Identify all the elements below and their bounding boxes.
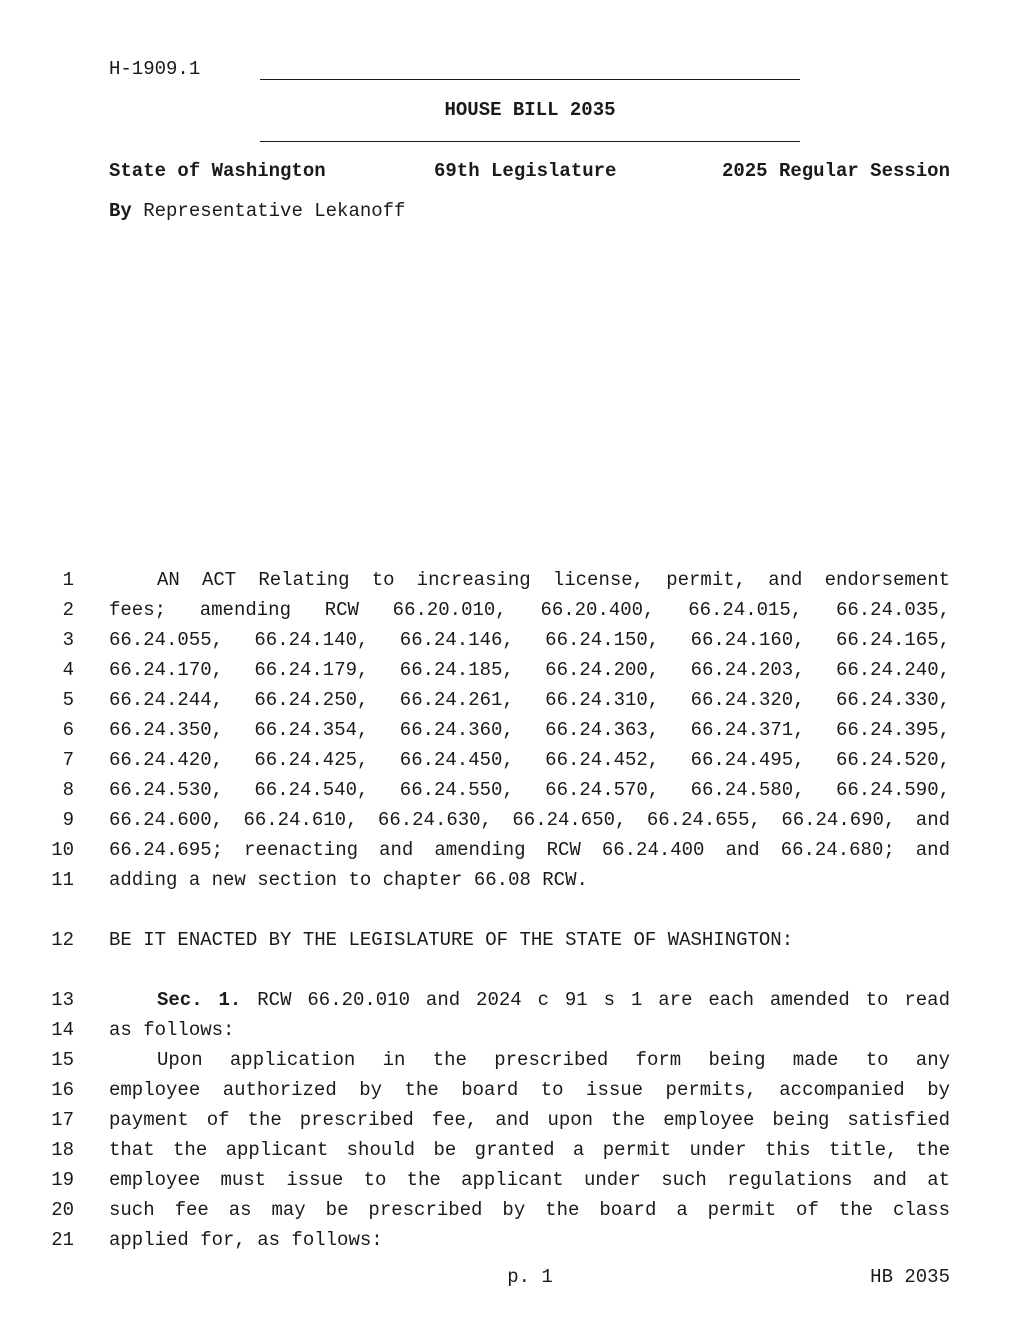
section-line: such fee as may be prescribed by the board a permit of the class [109, 1199, 950, 1221]
section-line: that the applicant should be granted a permit under this title, the [109, 1139, 950, 1161]
section-line: Upon application in the prescribed form being made to any [157, 1049, 950, 1071]
line-number: 15 [51, 1049, 74, 1071]
act-line: 66.24.695; reenacting and amending RCW 66.24.400 and 66.24.680; and [109, 839, 950, 861]
line-number: 13 [51, 989, 74, 1011]
title-rule-bottom [260, 141, 800, 142]
sponsor-by-label: By [109, 200, 132, 222]
line-number: 17 [51, 1109, 74, 1131]
session-name: 2025 Regular Session [721, 160, 950, 182]
line-number: 3 [62, 629, 74, 651]
act-line: 66.24.600, 66.24.610, 66.24.630, 66.24.650, 66.24.655, 66.24.690, and [109, 809, 950, 831]
line-number: 18 [51, 1139, 74, 1161]
line-number: 19 [51, 1169, 74, 1191]
line-number: 16 [51, 1079, 74, 1101]
line-number: 11 [51, 869, 74, 891]
act-line: 66.24.055, 66.24.140, 66.24.146, 66.24.150, 66.24.160, 66.24.165, [109, 629, 950, 651]
session-state: State of Washington [109, 160, 326, 182]
enacting-clause: BE IT ENACTED BY THE LEGISLATURE OF THE STATE OF WASHINGTON: [109, 929, 794, 951]
line-number: 1 [62, 569, 74, 591]
act-line: fees; amending RCW 66.20.010, 66.20.400, 66.24.015, 66.24.035, [109, 599, 950, 621]
line-number: 5 [62, 689, 74, 711]
section-heading-text: RCW 66.20.010 and 2024 c 91 s 1 are each amended to read [257, 989, 950, 1011]
section-heading-line [109, 989, 950, 1011]
section-line: employee must issue to the applicant under such regulations and at [109, 1169, 950, 1191]
sponsor-name: Representative Lekanoff [143, 200, 406, 222]
section-line: payment of the prescribed fee, and upon the employee being satisfied [109, 1109, 950, 1131]
section-line: applied for, as follows: [109, 1229, 383, 1251]
section-label: Sec. 1. [157, 989, 242, 1011]
line-number: 4 [62, 659, 74, 681]
act-line: 66.24.530, 66.24.540, 66.24.550, 66.24.570, 66.24.580, 66.24.590, [109, 779, 950, 801]
document-id: H-1909.1 [109, 58, 201, 80]
line-number: 10 [51, 839, 74, 861]
line-number: 8 [62, 779, 74, 801]
act-line: adding a new section to chapter 66.08 RCW. [109, 869, 588, 891]
title-rule-top [260, 79, 800, 80]
section-line: employee authorized by the board to issue permits, accompanied by [109, 1079, 950, 1101]
bill-title: HOUSE BILL 2035 [444, 99, 616, 121]
session-legislature: 69th Legislature [434, 160, 617, 182]
page-number: p. 1 [507, 1266, 553, 1288]
act-line: AN ACT Relating to increasing license, permit, and endorsement [157, 569, 950, 591]
act-line: 66.24.244, 66.24.250, 66.24.261, 66.24.310, 66.24.320, 66.24.330, [109, 689, 950, 711]
line-number: 12 [51, 929, 74, 951]
line-number: 9 [62, 809, 74, 831]
act-line: 66.24.170, 66.24.179, 66.24.185, 66.24.200, 66.24.203, 66.24.240, [109, 659, 950, 681]
act-line: 66.24.350, 66.24.354, 66.24.360, 66.24.363, 66.24.371, 66.24.395, [109, 719, 950, 741]
line-number: 14 [51, 1019, 74, 1041]
line-number: 2 [62, 599, 74, 621]
line-number: 7 [62, 749, 74, 771]
line-number: 21 [51, 1229, 74, 1251]
footer-bill-ref: HB 2035 [870, 1266, 950, 1288]
section-line: as follows: [109, 1019, 235, 1041]
act-line: 66.24.420, 66.24.425, 66.24.450, 66.24.452, 66.24.495, 66.24.520, [109, 749, 950, 771]
sponsor-line [109, 200, 405, 222]
line-number: 6 [62, 719, 74, 741]
line-number: 20 [51, 1199, 74, 1221]
